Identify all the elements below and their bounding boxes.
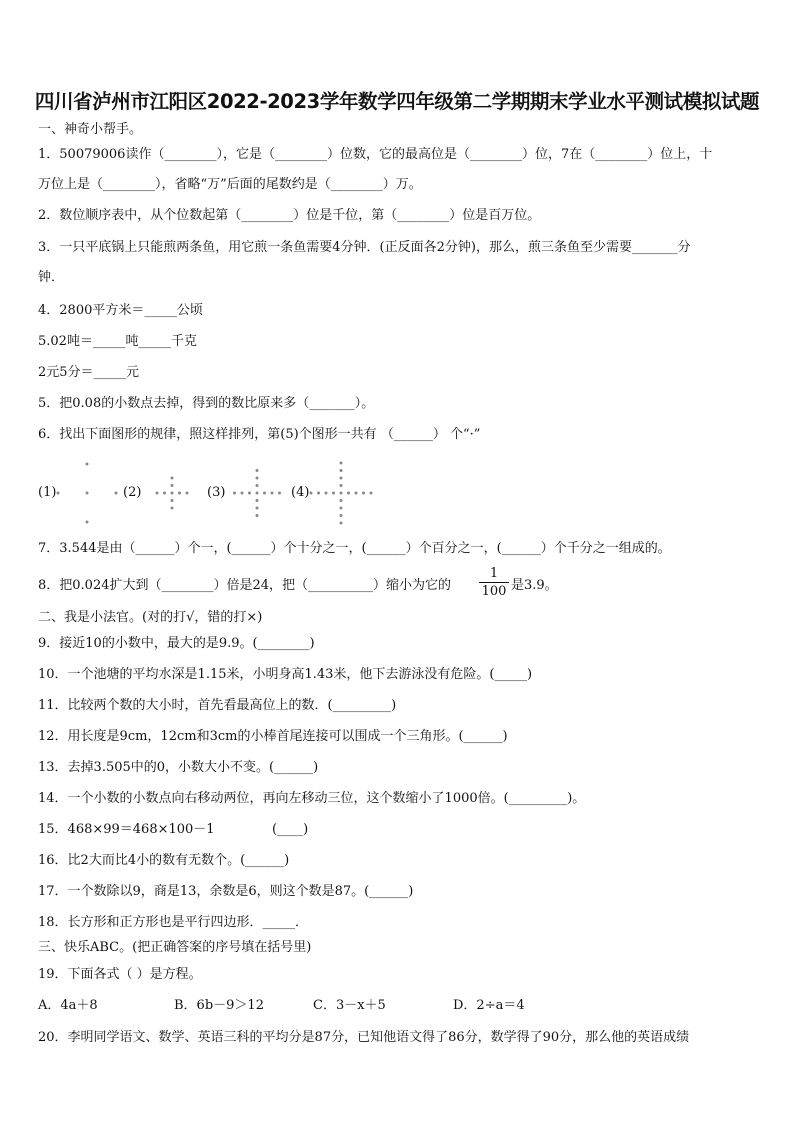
question-13: 13．去掉3.505中的0，小数大小不变。(______) bbox=[38, 760, 319, 775]
question-10: 10．一个池塘的平均水深是1.15米，小明身高1.43米，他下去游泳没有危险。(_____) bbox=[38, 667, 533, 682]
question-4-line-3: 2元5分＝_____元 bbox=[38, 365, 140, 380]
figure-3-dot bbox=[256, 499, 259, 502]
section-heading-2: 二、我是小法官。(对的打√，错的打×) bbox=[38, 610, 263, 625]
question-15: 15．468×99＝468×100－1 bbox=[38, 822, 215, 837]
question-12: 12．用长度是9cm，12cm和3cm的小棒首尾连接可以围成一个三角形。(______) bbox=[38, 729, 508, 744]
question-8-part-2: 是3.9。 bbox=[511, 578, 558, 593]
section-heading-1: 一、神奇小帮手。 bbox=[38, 122, 143, 137]
figure-4-dot bbox=[347, 492, 350, 495]
figure-4-dot bbox=[340, 477, 343, 480]
question-2: 2．数位顺序表中，从个位数起第（________）位是千位，第（________）位是百万位。 bbox=[38, 208, 541, 223]
figure-3-dot bbox=[263, 492, 266, 495]
question-4-line-2: 5.02吨＝_____吨_____千克 bbox=[38, 334, 197, 349]
figure-4-dot bbox=[340, 507, 343, 510]
figure-3-dot bbox=[256, 469, 259, 472]
fraction-one-hundredth bbox=[479, 566, 509, 599]
section-heading-3: 三、快乐ABC。(把正确答案的序号填在括号里) bbox=[38, 940, 312, 955]
figure-2-dot bbox=[178, 492, 181, 495]
figure-3-dot bbox=[278, 492, 281, 495]
figure-4-dot bbox=[310, 492, 313, 495]
question-20: 20．李明同学语文、数学、英语三科的平均分是87分，已知他语文得了86分，数学得了90分，那么他的英语成绩 bbox=[38, 1030, 690, 1045]
figure-4-dot bbox=[355, 492, 358, 495]
question-3-line-2: 钟． bbox=[38, 270, 65, 285]
figure-4-dot bbox=[340, 484, 343, 487]
figure-2-dot bbox=[171, 484, 174, 487]
figure-label-3: (3) bbox=[207, 485, 226, 500]
figure-2-dot bbox=[171, 499, 174, 502]
question-16: 16．比2大而比4小的数有无数个。(______) bbox=[38, 853, 290, 868]
question-19: 19．下面各式（ ）是方程。 bbox=[38, 967, 202, 982]
question-11: 11．比较两个数的大小时，首先看最高位上的数．(_________) bbox=[38, 698, 397, 713]
figure-1-dot bbox=[86, 463, 89, 466]
question-14: 14．一个小数的小数点向右移动两位，再向左移动三位，这个数缩小了1000倍。(_________)。 bbox=[38, 791, 586, 806]
fraction-numerator: 1 bbox=[489, 566, 499, 581]
question-5: 5．把0.08的小数点去掉，得到的数比原来多（_______）。 bbox=[38, 396, 375, 411]
figure-4-dot bbox=[340, 469, 343, 472]
question-17: 17．一个数除以9，商是13，余数是6，则这个数是87。(______) bbox=[38, 884, 414, 899]
figure-3-dot bbox=[241, 492, 244, 495]
figure-3-dot bbox=[256, 492, 259, 495]
figure-1-dot bbox=[115, 492, 118, 495]
figure-3-dot bbox=[248, 492, 251, 495]
figure-label-4: (4) bbox=[291, 485, 310, 500]
question-7: 7．3.544是由（______）个一，(______）个十分之一，(______）个百分之一，(______）个千分之一组成的。 bbox=[38, 541, 671, 556]
figure-2-dot bbox=[171, 477, 174, 480]
question-9: 9．接近10的小数中，最大的是9.9。(________) bbox=[38, 636, 315, 651]
question-3-line-1: 3．一只平底锅上只能煎两条鱼，用它煎一条鱼需要4分钟．(正反面各2分钟)，那么，煎三条鱼至少需要_______分 bbox=[38, 240, 691, 255]
question-4-line-1: 4．2800平方米＝_____公顷 bbox=[38, 303, 203, 318]
figure-4-dot bbox=[340, 522, 343, 525]
figure-3-dot bbox=[256, 477, 259, 480]
figure-4-dot bbox=[325, 492, 328, 495]
figure-3-dot bbox=[256, 507, 259, 510]
question-6: 6．找出下面图形的规律，照这样排列，第(5)个图形一共有 （______） 个“·” bbox=[38, 427, 481, 442]
figure-4-dot bbox=[340, 499, 343, 502]
option-b: B．6b－9＞12 bbox=[174, 998, 264, 1013]
figure-4-dot bbox=[362, 492, 365, 495]
figure-3-dot bbox=[233, 492, 236, 495]
figure-3-dot bbox=[256, 514, 259, 517]
page-title: 四川省泸州市江阳区2022-2023学年数学四年级第二学期期末学业水平测试模拟试题 bbox=[34, 90, 760, 113]
figure-label-2: (2) bbox=[123, 485, 142, 500]
figure-4-dot bbox=[340, 492, 343, 495]
figure-1-dot bbox=[86, 492, 89, 495]
figure-2-dot bbox=[171, 507, 174, 510]
figure-2-dot bbox=[163, 492, 166, 495]
figure-3-dot bbox=[256, 484, 259, 487]
figure-4-dot bbox=[370, 492, 373, 495]
question-15-answer-blank: (____) bbox=[272, 822, 309, 837]
question-1-line-1: 1．50079006读作（________），它是（________）位数，它的最高位是（________）位，7在（________）位上，十 bbox=[38, 147, 713, 162]
figure-2-dot bbox=[186, 492, 189, 495]
figure-1-dot bbox=[57, 492, 60, 495]
question-18: 18．长方形和正方形也是平行四边形．_____． bbox=[38, 915, 309, 930]
figure-label-1: (1) bbox=[38, 485, 57, 500]
figure-2-dot bbox=[156, 492, 159, 495]
figure-1-dot bbox=[86, 521, 89, 524]
figure-4-dot bbox=[340, 514, 343, 517]
option-c: C．3－x＋5 bbox=[313, 998, 386, 1013]
fraction-denominator: 100 bbox=[481, 584, 507, 599]
option-d: D．2÷a＝4 bbox=[453, 998, 525, 1013]
figure-4-dot bbox=[340, 462, 343, 465]
figure-2-dot bbox=[171, 492, 174, 495]
figure-4-dot bbox=[317, 492, 320, 495]
question-1-line-2: 万位上是（________），省略“万”后面的尾数约是（________）万。 bbox=[38, 177, 422, 192]
figure-4-dot bbox=[332, 492, 335, 495]
question-8-part-1: 8．把0.024扩大到（________）倍是24，把（__________）缩小为它的 bbox=[38, 578, 452, 593]
option-a: A．4a＋8 bbox=[38, 998, 98, 1013]
figure-3-dot bbox=[271, 492, 274, 495]
